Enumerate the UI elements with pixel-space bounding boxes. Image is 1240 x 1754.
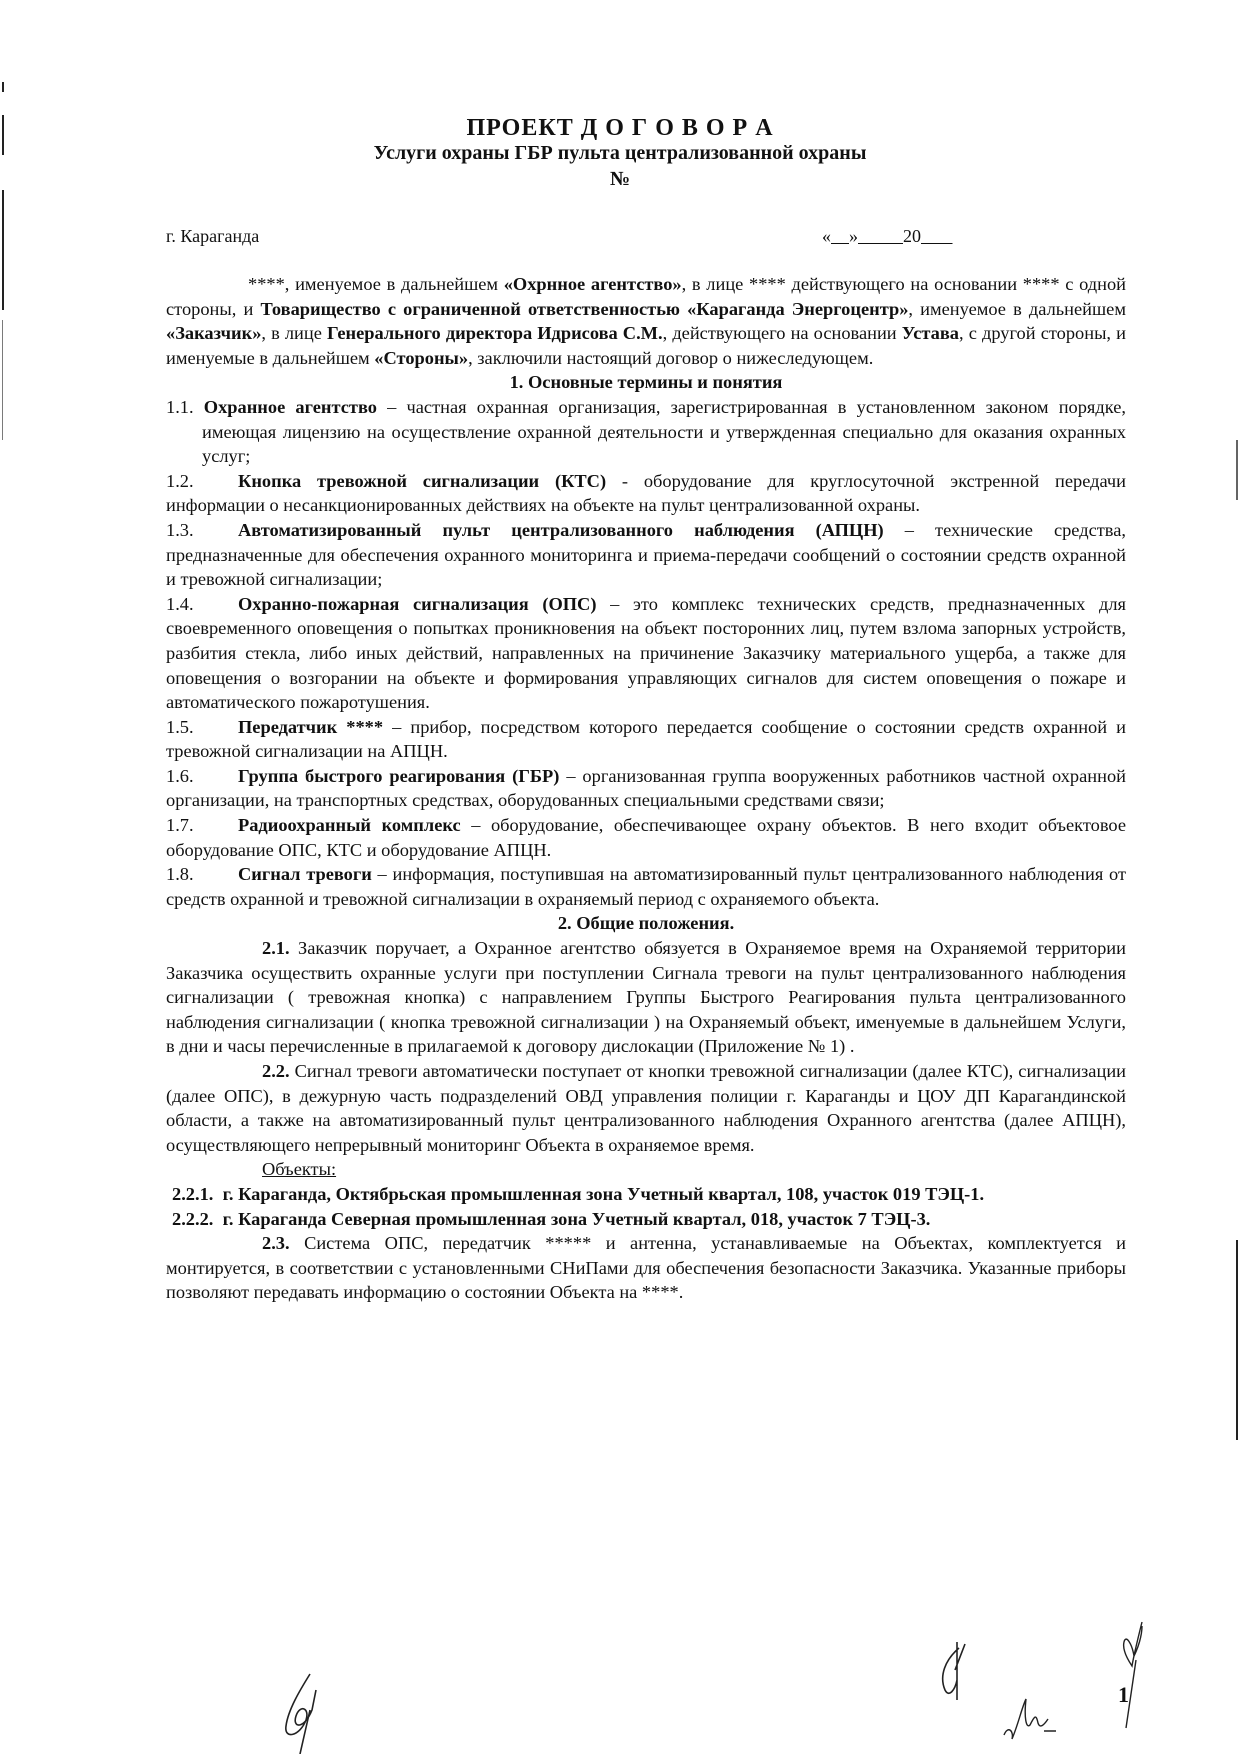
item-term: Сигнал тревоги [238,864,372,885]
clause-number: 2.2. [262,1061,290,1081]
item-text: – технические средства, предназначенные для обеспечения охранного мониторинга и приема-передачи сообщений о состоянии средств охранной и тревожной сигнализации; [166,519,1126,590]
director-name: Генерального директора Идрисова С.М. [327,323,663,344]
definition-item [166,813,1126,862]
item-term: Радиоохранный комплекс [238,815,461,836]
item-number: 1.6. [166,765,194,786]
date-open-quote: « [822,226,831,246]
parties-term: «Стороны» [374,347,469,368]
item-number: 1.3. [166,519,194,540]
preamble-text: , в лице **** действующего на основании **** с одной стороны, и [166,274,1126,319]
clause-number: 2.3. [262,1233,290,1254]
objects-heading: Объекты: [262,1159,337,1180]
scan-artifact [2,320,3,440]
customer-term: «Заказчик» [166,323,262,344]
item-number: 1.1. [166,396,194,417]
item-text: – оборудование, обеспечивающее охрану объектов. В него входит объектовое оборудование ОПС, КТС и оборудование АПЦН. [166,815,1126,860]
scan-artifact [1236,1240,1238,1440]
contract-date [822,226,953,247]
clause-2-1 [166,936,1126,1059]
item-number: 1.2. [166,470,194,491]
item-number: 1.8. [166,864,194,885]
clause-text: Сигнал тревоги автоматически поступает от кнопки тревожной сигнализации (далее КТС), сигнализации (далее ОПС), в дежурную часть подразделений ОВД управления полиции г. Караганды и ЦОУ ДП Карагандинской области, а также на автоматизированный пульт централизованного наблюдения Охранного агентства (далее АПЦН), осуществляющего непрерывный мониторинг Объекта в охраняемое время. [166,1061,1126,1155]
object-number: 2.2.2. [172,1208,214,1229]
section-1-heading: 1. Основные термины и понятия [509,372,783,393]
preamble-text: , в лице [261,323,328,344]
object-item [166,1182,1126,1207]
item-text: – это комплекс технических средств, предназначенных для своевременного оповещения о попытках проникновения на объект посторонних лиц, путем взлома запорных устройств, разбития стекла, либо иных действий, направленных на причинение Заказчику материального ущерба, а также для оповещения о возгорании на объекте и формирования управляющих сигналов для систем оповещения о пожаре и автоматического пожаротушения. [166,593,1127,713]
scan-artifact [2,190,4,310]
scan-artifact [1236,440,1238,500]
object-address: г. Караганда Северная промышленная зона Учетный квартал, 018, участок 7 ТЭЦ-3. [222,1208,931,1229]
clause-text: Заказчик поручает, а Охранное агентство обязуется в Охраняемое время на Охраняемой территории Заказчика осуществить охранные услуги при поступлении Сигнала тревоги на пульт централизованного наблюдения сигнализации ( тревожная кнопка) с направлением Группы Быстрого Реагирования пульта централизованного наблюдения сигнализации ( кнопка тревожной сигнализации ) на Охраняемый объект, именуемые в дальнейшем Услуги, в дни и часы перечисленные в прилагаемой к договору дислокации (Приложение № 1) . [166,938,1126,1057]
city: г. Караганда [166,226,260,246]
agency-term: «Охрнное агентство» [503,274,682,294]
object-number: 2.2.1. [172,1183,214,1204]
clause-2-2 [166,1059,1126,1157]
document-title: ПРОЕКТ Д О Г О В О Р А [466,115,774,141]
section-2-heading: 2. Общие положения. [557,913,735,934]
scan-artifact [2,82,4,92]
preamble-text: , именуемое в дальнейшем [908,298,1126,319]
preamble-text: , действующего на основании [662,323,902,344]
page-number: 1 [1118,1682,1129,1707]
charter-term: Устава [901,323,960,344]
preamble-text: , заключили настоящий договор о нижеследующем. [468,347,874,368]
clause-number: 2.1. [262,938,290,959]
signature-right-1 [935,1640,975,1706]
signature-right-3 [1112,1620,1152,1730]
item-term: Автоматизированный пульт централизованного наблюдения (АПЦН) [238,519,884,540]
document-subtitle: Услуги охраны ГБР пульта централизованной охраны [373,142,867,164]
object-item [166,1207,1126,1232]
item-term: Охранное агентство [203,396,377,417]
item-text: – частная охранная организация, зарегистрированная в установленном законом порядке, имеющая лицензию на осуществление охранной деятельности и утвержденная специально для оказания охранных услуг; [202,396,1126,467]
signature-left [270,1670,340,1754]
definition-item [166,764,1126,813]
definition-item [166,518,1126,592]
item-number: 1.4. [166,593,194,614]
item-text: - оборудование для круглосуточной экстренной передачи информации о несанкционированных действиях на объекте на пульт централизованной охраны. [166,470,1126,516]
item-number: 1.5. [166,716,194,737]
definition-item [166,395,1126,469]
preamble-text: , с другой стороны, и именуемые в дальнейшем [166,323,1126,368]
year-prefix: 20 [903,226,921,246]
definition-item [166,469,1126,518]
document-body [166,272,1126,1305]
item-term: Передатчик **** [238,716,384,737]
definition-item [166,592,1126,715]
item-number: 1.7. [166,815,194,836]
clause-2-3 [166,1231,1126,1305]
clause-text: Система ОПС, передатчик ***** и антенна, устанавливаемые на Объектах, комплектуется и монтируется, в соответствии с установленными СНиПами для обеспечения безопасности Заказчика. Указанные приборы позволяют передавать информацию о состоянии Объекта на ****. [166,1233,1126,1303]
contract-number-label: № [609,168,631,190]
item-text: – прибор, посредством которого передается сообщение о состоянии средств охранной и тревожной сигнализации на АПЦН. [166,716,1126,762]
definition-item [166,715,1126,764]
signature-right-2 [1000,1695,1060,1745]
item-term: Группа быстрого реагирования (ГБР) [238,765,560,786]
item-text: – организованная группа вооруженных работников частной охранной организации, на транспортных средствах, оборудованных специальными средствами связи; [166,765,1126,811]
customer-org: Товарищество с ограниченной ответственностью «Караганда Энергоцентр» [260,298,909,319]
object-address: г. Караганда, Октябрьская промышленная зона Учетный квартал, 108, участок 019 ТЭЦ-1. [222,1183,985,1204]
preamble-text: ****, именуемое в дальнейшем [248,274,504,294]
definition-item [166,862,1126,911]
item-term: Охранно-пожарная сигнализация (ОПС) [238,593,597,614]
item-term: Кнопка тревожной сигнализации (КТС) [238,470,607,491]
preamble [166,272,1126,370]
date-close-quote: » [849,226,858,246]
item-text: – информация, поступившая на автоматизированный пульт централизованного наблюдения от средств охранной и тревожной сигнализации в охраняемый период с охраняемого объекта. [166,864,1126,909]
